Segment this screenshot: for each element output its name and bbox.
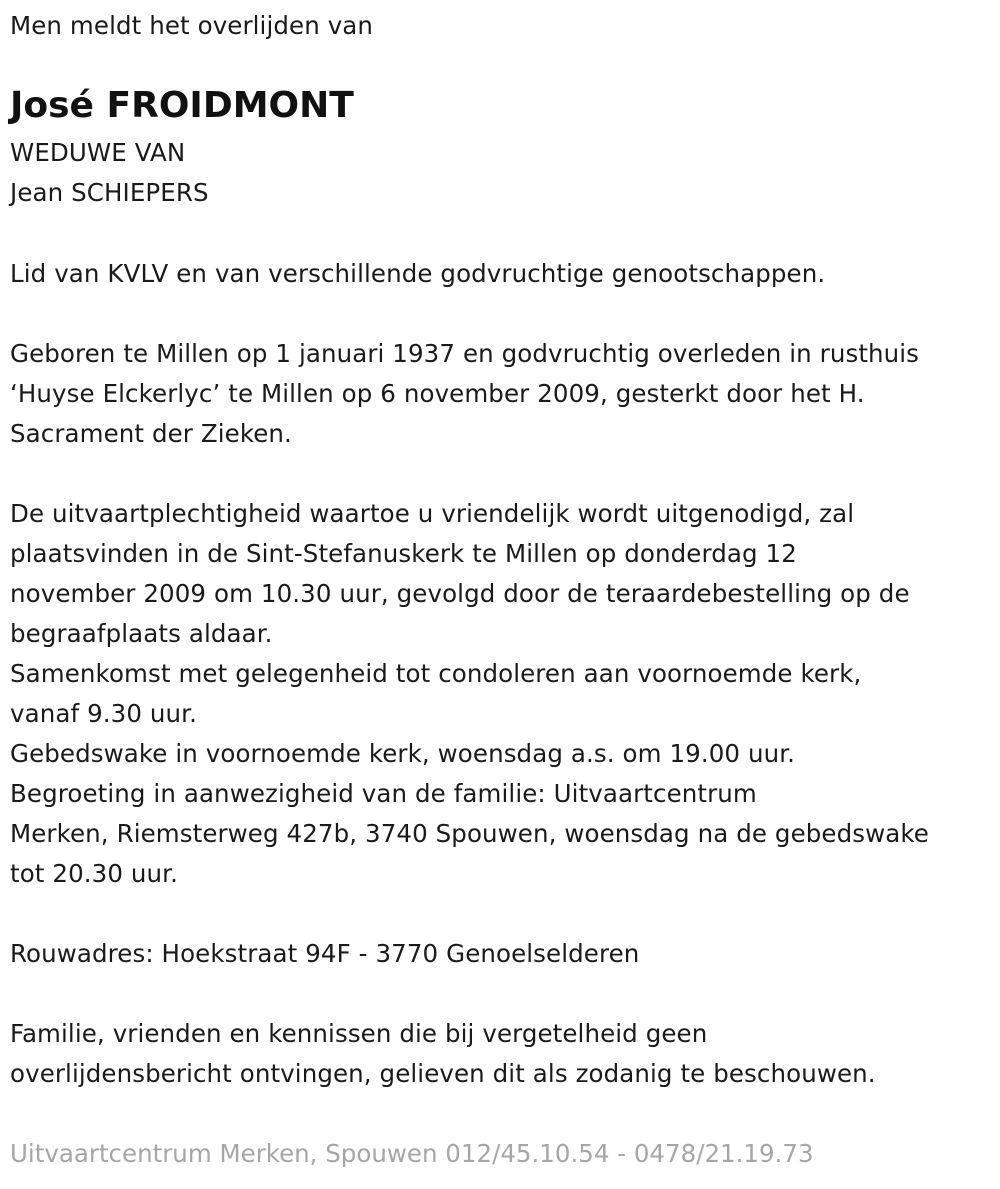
text-line: overlijdensbericht ontvingen, gelieven dit als zodanig te beschouwen. [10,1059,876,1088]
spouse-block [10,133,209,213]
text-line: Rouwadres: Hoekstraat 94F - 3770 Genoelselderen [10,939,640,968]
deceased-name: José FROIDMONT [10,85,354,126]
text-line: november 2009 om 10.30 uur, gevolgd door de teraardebestelling op de [10,579,910,608]
funeral-home-footer: Uitvaartcentrum Merken, Spouwen 012/45.10.54 - 0478/21.19.73 [10,1139,814,1168]
text-line: begraafplaats aldaar. [10,619,273,648]
text-line: ‘Huyse Elckerlyc’ te Millen op 6 november 2009, gesterkt door het H. [10,379,865,408]
text-line: Geboren te Millen op 1 januari 1937 en godvruchtig overleden in rusthuis [10,339,920,368]
spouse-label: WEDUWE VAN [10,138,186,167]
text-line: De uitvaartplechtigheid waartoe u vriendelijk wordt uitgenodigd, zal [10,499,855,528]
text-line: Merken, Riemsterweg 427b, 3740 Spouwen, woensdag na de gebedswake [10,819,929,848]
family-note-paragraph [10,1014,876,1094]
membership-paragraph [10,254,825,294]
text-line: plaatsvinden in de Sint-Stefanuskerk te Millen op donderdag 12 [10,539,797,568]
spouse-name: Jean SCHIEPERS [10,178,209,207]
birth-death-paragraph [10,334,919,454]
notice-intro: Men meldt het overlijden van [10,11,374,40]
funeral-paragraph [10,494,929,894]
text-line: Lid van KVLV en van verschillende godvruchtige genootschappen. [10,259,826,288]
text-line: Samenkomst met gelegenheid tot condoleren aan voornoemde kerk, [10,659,862,688]
text-line: Begroeting in aanwezigheid van de familie: Uitvaartcentrum [10,779,757,808]
text-line: tot 20.30 uur. [10,859,178,888]
text-line: vanaf 9.30 uur. [10,699,197,728]
text-line: Familie, vrienden en kennissen die bij vergetelheid geen [10,1019,708,1048]
text-line: Sacrament der Zieken. [10,419,292,448]
text-line: Gebedswake in voornoemde kerk, woensdag a.s. om 19.00 uur. [10,739,796,768]
mourning-address [10,934,639,974]
